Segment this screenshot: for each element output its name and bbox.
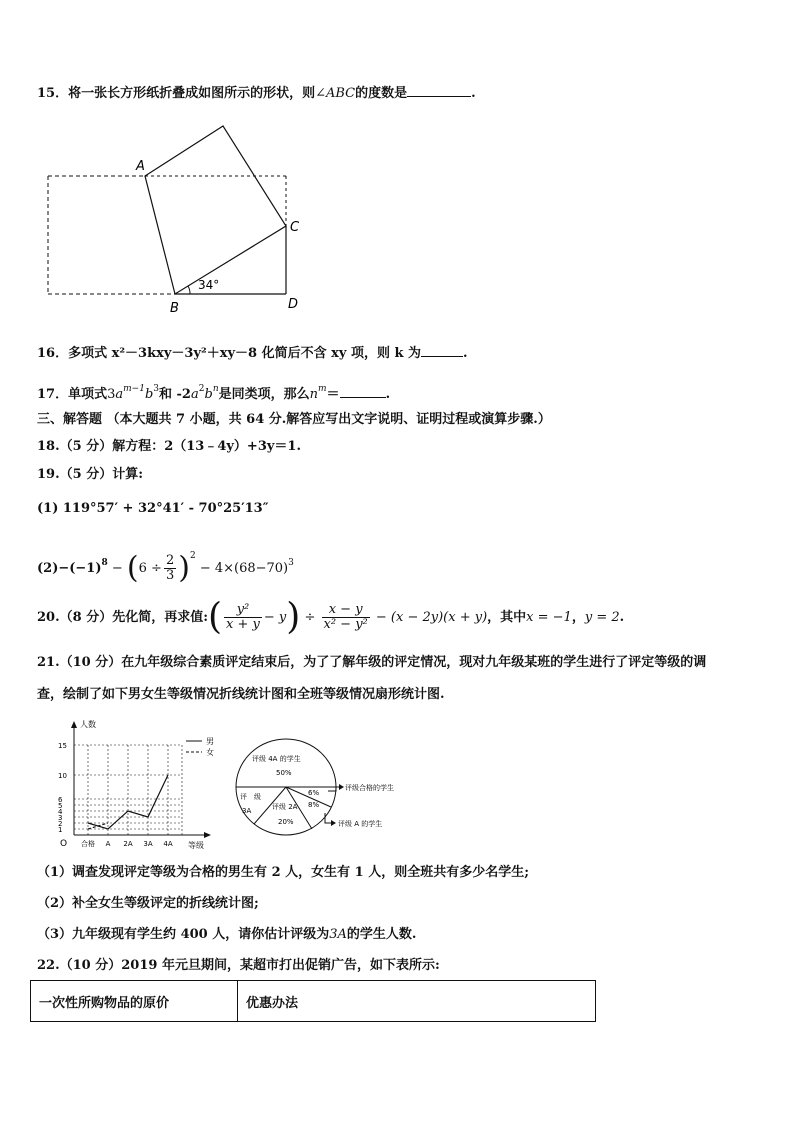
q17-var: a xyxy=(190,387,199,402)
x-tick-label: 4A xyxy=(163,840,173,848)
q15-text xyxy=(37,84,476,102)
q15-text-post: 的度数是 xyxy=(355,86,408,101)
q21-sub1: （1）调查发现评定等级为合格的男生有 2 人，女生有 1 人，则全班共有多少名学生; xyxy=(37,865,530,880)
x-axis-arrow xyxy=(204,832,211,838)
y-tick-label: 1 xyxy=(58,826,63,834)
q19-p2-exp: 3 xyxy=(288,558,294,568)
q17-var: b xyxy=(144,387,154,402)
q17-exp: m−1 xyxy=(123,384,145,394)
q19-p2-inner: 6 ÷ xyxy=(138,561,162,576)
q17-var: a xyxy=(115,387,124,402)
answer-blank[interactable] xyxy=(340,385,386,398)
table-header-cell: 一次性所购物品的原价 xyxy=(31,981,238,1022)
x-tick-label: 2A xyxy=(123,840,133,848)
fraction-num: y² xyxy=(224,603,262,618)
q21-sub3-pre: （3）九年级现有学生约 400 人，请你估计评级为 xyxy=(37,927,330,942)
q17-post: 是同类项，那么 xyxy=(218,387,310,402)
fraction xyxy=(322,603,370,632)
legend-male-label: 男 xyxy=(206,737,214,746)
table-header-cell: 优惠办法 xyxy=(238,981,596,1022)
q21-line2: 查，绘制了如下男女生等级情况折线统计图和全班等级情况扇形统计图. xyxy=(37,687,445,702)
fraction-den: x² − y² xyxy=(323,617,368,632)
callout-line xyxy=(328,787,340,791)
x-tick-label: A xyxy=(105,840,111,848)
fold-figure xyxy=(38,118,318,318)
table-row xyxy=(31,981,596,1022)
callout-arrow xyxy=(339,784,344,790)
x-tick-label: 3A xyxy=(143,840,153,848)
q22-text: 22.（10 分）2019 年元旦期间，某超市打出促销广告，如下表所示: xyxy=(37,958,440,973)
pie-label-2a: 评级 2A xyxy=(272,803,298,811)
fraction-num: x − y xyxy=(322,603,370,618)
q21-sub3-grade: 3A xyxy=(329,927,347,942)
section-heading: 三、解答题 （本大题共 7 小题，共 64 分.解答应写出文字说明、证明过程或演算步骤.） xyxy=(37,412,551,427)
q20-minus-y: − y xyxy=(263,610,287,625)
q21-sub3-post: 的学生人数. xyxy=(346,927,417,942)
fraction-den: 3 xyxy=(165,568,175,583)
pie-label-3a-grade: 3A xyxy=(242,807,252,815)
q17-eq: ＝ xyxy=(326,387,340,402)
q17-exp: n xyxy=(212,384,219,394)
callout-a: 评级 A 的学生 xyxy=(338,820,383,828)
y-axis-arrow xyxy=(71,721,77,728)
q16-text xyxy=(37,344,468,362)
q20-sep: ， xyxy=(571,610,585,625)
callout-arrow xyxy=(331,820,336,826)
fraction xyxy=(224,603,262,632)
line-chart xyxy=(56,717,226,852)
q17-end: . xyxy=(385,387,391,402)
callout-hege: 评级合格的学生 xyxy=(345,784,394,792)
y-tick-label: 4 xyxy=(58,808,63,816)
pie-pct-a: 8% xyxy=(308,801,320,809)
q19-part1: (1) 119°57′ + 32°41′ - 70°25′13″ xyxy=(37,501,269,516)
folded-quad xyxy=(145,126,286,294)
answer-blank[interactable] xyxy=(421,344,463,357)
q19-p2-pre: (2)−(−1) xyxy=(37,561,102,576)
q16-body: 16．多项式 x²－3kxy－3y²＋xy－8 化简后不含 xy 项，则 k 为 xyxy=(37,346,422,361)
origin-label: O xyxy=(60,839,68,849)
q17-exp: m xyxy=(318,384,327,394)
q17-var: n xyxy=(309,387,318,402)
q17-coef: 3 xyxy=(107,387,116,402)
label-d: D xyxy=(288,297,299,312)
q20-heading: 20.（8 分）先化简，再求值: xyxy=(37,610,208,625)
q15-angle: ∠ABC xyxy=(315,86,356,101)
q19-p2-exp: 8 xyxy=(101,558,108,568)
q21-line1: 21.（10 分）在九年级综合素质评定结束后，为了了解年级的评定情况，现对九年级某班的学生进行了评定等级的调 xyxy=(37,655,707,670)
q20-text: 20.（8 分）先化简，再求值:( $\frac{\text{y²}}{x + y}$ − y) ÷ $\frac{x - y}{\text{x² − y²}}$ − (x − 2y)(x + y)，其中x = −1，y = 2. xyxy=(37,596,625,638)
pie-chart xyxy=(228,735,428,840)
fraction xyxy=(164,554,176,583)
answer-blank[interactable] xyxy=(407,84,471,97)
q16-end: . xyxy=(463,346,468,361)
q17-var: b xyxy=(204,387,213,402)
q15-end: . xyxy=(471,86,476,101)
fraction-den: x + y xyxy=(226,617,260,632)
x-tick-label: 合格 xyxy=(81,840,95,848)
pie-label-4a: 评级 4A 的学生 xyxy=(252,755,301,763)
x-axis-label: 等级 xyxy=(188,841,204,850)
y-tick-label: 2 xyxy=(58,820,63,828)
q18-text: 18.（5 分）解方程：2（13﹣4y）+3y＝1. xyxy=(37,439,301,454)
q19-p2-exp: 2 xyxy=(189,551,196,561)
q17-mid: 和 -2 xyxy=(159,387,191,402)
q17-exp: 2 xyxy=(198,384,205,394)
q19-p2-minus: − xyxy=(111,561,127,576)
label-b: B xyxy=(170,301,179,316)
q21-sub2: （2）补全女生等级评定的折线统计图; xyxy=(37,896,259,911)
q20-div: ÷ xyxy=(304,610,316,625)
y-tick-label: 15 xyxy=(58,742,67,750)
y-tick-label: 5 xyxy=(58,802,63,810)
label-a: A xyxy=(136,159,145,174)
fraction-num: 2 xyxy=(165,553,175,568)
legend-female-label: 女 xyxy=(206,748,214,757)
pie-pct-2a: 20% xyxy=(278,818,294,826)
pie-pct-hege: 6% xyxy=(308,789,320,797)
q20-cond: ，其中 xyxy=(487,610,527,625)
callout-line xyxy=(325,813,332,823)
q15-text-pre: 15．将一张长方形纸折叠成如图所示的形状，则 xyxy=(37,86,316,101)
y-tick-label: 3 xyxy=(58,814,63,822)
q19-part2: $(2)-(-1)^8 - (6$ ÷ $\frac{2}{3}$ )$^2 - 4\times(68-70)^3$ xyxy=(37,550,294,586)
q21-sub3 xyxy=(37,927,416,943)
y-axis-label: 人数 xyxy=(80,720,96,729)
q20-y-value: y = 2 xyxy=(584,610,620,625)
pie-label-3a: 评 级 xyxy=(240,793,261,801)
y-tick-label: 6 xyxy=(58,796,63,804)
q17-text xyxy=(37,381,390,403)
q17-exp: 3 xyxy=(153,384,160,394)
q17-pre: 17．单项式 xyxy=(37,387,108,402)
angle-arc xyxy=(188,286,190,294)
pie-pct-4a: 50% xyxy=(276,769,292,777)
angle-label: 34° xyxy=(198,278,220,292)
q19-p2-tail: − 4×(68−70) xyxy=(199,561,289,576)
y-tick-label: 10 xyxy=(58,772,67,780)
q19-heading: 19.（5 分）计算: xyxy=(37,467,143,482)
q20-x-value: x = −1 xyxy=(526,610,572,625)
q20-tail: − (x − 2y)(x + y) xyxy=(375,610,488,625)
q20-end: . xyxy=(619,610,625,625)
label-c: C xyxy=(290,220,300,235)
promo-table xyxy=(30,980,596,1022)
